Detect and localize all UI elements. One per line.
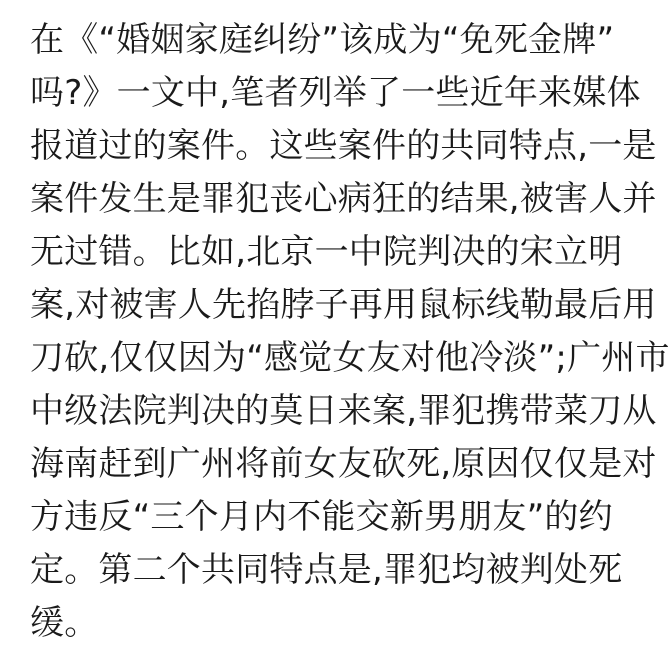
text-line: 案件发生是罪犯丧心病狂的结果,被害人并 xyxy=(30,179,657,219)
text-line: 方违反“三个月内不能交新男朋友”的约 xyxy=(30,497,613,537)
text-line: 吗?》一文中,笔者列举了一些近年来媒体 xyxy=(30,73,641,113)
text-line: 报道过的案件。这些案件的共同特点,一是 xyxy=(30,126,657,166)
text-line: 刀砍,仅仅因为“感觉女友对他冷淡”;广州市 xyxy=(30,338,670,378)
text-line: 无过错。比如,北京一中院判决的宋立明 xyxy=(30,232,623,272)
text-line: 定。第二个共同特点是,罪犯均被判处死 xyxy=(30,550,623,590)
text-line: 在《“婚姻家庭纠纷”该成为“免死金牌” xyxy=(30,20,615,60)
article-text xyxy=(30,14,670,650)
text-line: 中级法院判决的莫日来案,罪犯携带菜刀从 xyxy=(30,391,657,431)
text-line: 缓。 xyxy=(30,603,99,643)
text-line: 案,对被害人先掐脖子再用鼠标线勒最后用 xyxy=(30,285,657,325)
text-line: 海南赶到广州将前女友砍死,原因仅仅是对 xyxy=(30,444,657,484)
